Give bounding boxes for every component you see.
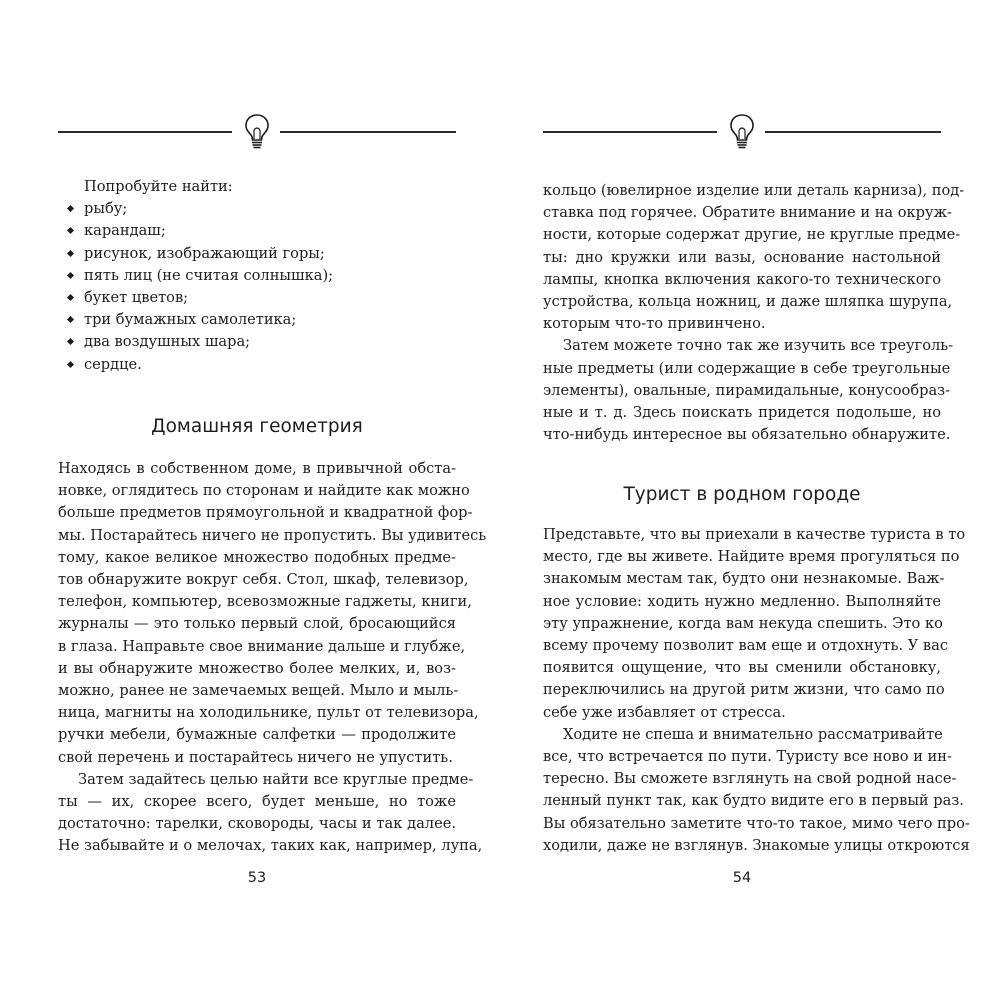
paragraph: Ходите не спеша и внимательно рассматривайте все, что встречается по пути. Туристу все ново и ин- тересно. Вы сможете взглянуть на свой родной насе- ленный пункт так, как будто видите его в первый раз. Вы обязательно заметите что-то такое, мимо чего про- ходили, даже не взглянув. Знакомые улицы откроются [543,725,970,854]
intro-text: Попробуйте найти: [84,178,233,195]
page-number: 53 [247,870,267,886]
header-rule-left [543,131,717,133]
diamond-bullet-icon [67,316,74,323]
right-page [543,0,970,1000]
diamond-bullet-icon [67,227,74,234]
list-item: букет цветов; [68,287,333,309]
header-rule-right [280,131,456,133]
diamond-bullet-icon [67,361,74,368]
paragraph: Затем можете точно так же изучить все треуголь- ные предметы (или содержащие в себе треугольные элементы), овальные, пирамидальные, конусообраз- ные и т. д. Здесь поискать придется подольше, но что-нибудь интересное вы обязательно обнаружите. [543,337,954,444]
header-rule-left [58,131,232,133]
paragraph: Представьте, что вы приехали в качестве туриста в то место, где вы живете. Найдите время прогуляться по знакомым местам так, будто они незнакомые. Важ- ное условие: ходить нужно медленно. Выполняйте эту упражнение, когда вам некуда спешить. Это ко всему прочему позволит вам еще и отдохнуть. У вас появится ощущение, что вы сменили обстановку, переключились на другой ритм жизни, что само по себе уже избавляет от стресса. [543,526,966,721]
list-item: два воздушных шара; [68,331,333,353]
paragraph: Затем задайтесь целью найти все круглые предме- ты — их, скорее всего, будет меньше, но тоже достаточно: тарелки, сковороды, часы и так далее. Не забывайте и о мелочах, таких как, например, лупа, [58,770,483,855]
diamond-bullet-icon [67,294,74,301]
page-header [543,112,941,152]
diamond-bullet-icon [67,272,74,279]
diamond-bullet-icon [67,250,74,257]
diamond-bullet-icon [67,205,74,212]
list-item: три бумажных самолетика; [68,309,333,331]
left-page [58,0,487,1000]
body-text [543,524,970,857]
lightbulb-icon [243,112,271,152]
page-number: 54 [732,870,752,886]
bullet-list [84,198,333,376]
body-text [543,180,965,446]
section-heading: Домашняя геометрия [151,416,363,437]
page-header [58,112,456,152]
list-item: карандаш; [68,220,333,242]
body-text [58,458,487,858]
search-list-block [84,176,333,376]
lightbulb-icon [728,112,756,152]
list-item: сердце. [68,354,333,376]
section-heading: Турист в родном городе [623,484,861,505]
diamond-bullet-icon [67,338,74,345]
paragraph: кольцо (ювелирное изделие или деталь карниза), под- ставка под горячее. Обратите внимание и на окруж- ности, которые содержат другие, не круглые предме- ты: дно кружки или вазы, основание настольной лампы, кнопка включения какого-то технического устройства, кольца ножниц, и даже шляпка шурупа, которым что-то привинчено. [543,182,965,333]
list-item: рисунок, изображающий горы; [68,243,333,265]
paragraph: Находясь в собственном доме, в привычной обста- новке, оглядитесь по сторонам и найдите как можно больше предметов прямоугольной и квадратной фор- мы. Постарайтесь ничего не пропустить. Вы удивитесь тому, какое великое множество подобных предме- тов обнаружите вокруг себя. Стол, шкаф, телевизор, телефон, компьютер, всевозможные гаджеты, книги, журналы — это только первый слой, бросающийся в глаза. Направьте свое внимание дальше и глубже, и вы обнаружите множество более мелких, и, воз- можно, ранее не замечаемых вещей. Мыло и мыль- ница, магниты на холодильнике, пульт от телевизора, ручки мебели, бумажные салфетки — продолжите свой перечень и постарайтесь ничего не упустить. [58,460,487,766]
list-item: пять лиц (не считая солнышка); [68,265,333,287]
list-item: рыбу; [68,198,333,220]
header-rule-right [765,131,941,133]
